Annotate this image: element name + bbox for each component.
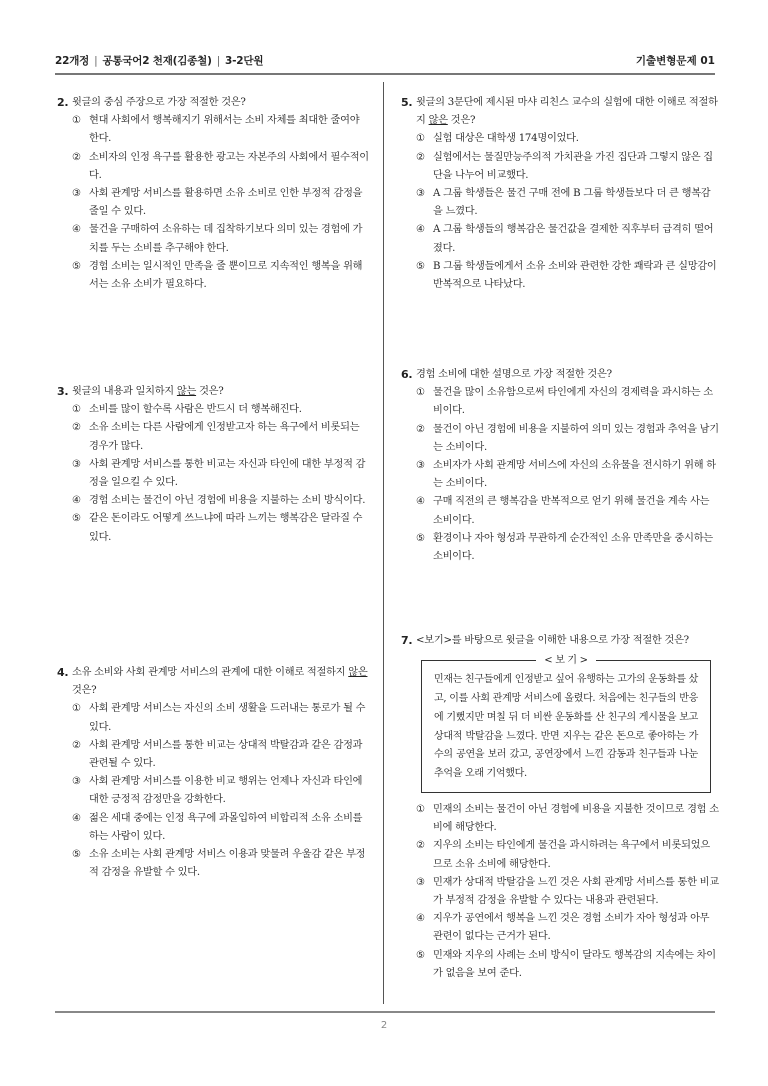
- option-list: [72, 112, 371, 294]
- option-mark: ④: [72, 812, 81, 824]
- option-mark: ②: [416, 840, 425, 852]
- header-unit: 3-2단원: [225, 55, 264, 67]
- question-4: [57, 664, 371, 882]
- header-subject: 공통국어2 천재(김종철): [102, 55, 212, 67]
- footer-rule: [55, 1011, 715, 1013]
- option-list: [72, 401, 371, 547]
- option-1[interactable]: [72, 112, 371, 148]
- option-text: 소비자의 인정 욕구를 활용한 광고는 자본주의 사회에서 필수적이다.: [89, 151, 369, 181]
- option-mark: ②: [416, 151, 425, 163]
- option-3[interactable]: [416, 185, 719, 221]
- option-text: 물건을 많이 소유함으로써 타인에게 자신의 경제력을 과시하는 소비이다.: [433, 387, 713, 417]
- option-3[interactable]: [72, 773, 371, 809]
- option-mark: ②: [72, 422, 81, 434]
- header-series: 기출변형문제 01: [635, 55, 715, 67]
- header-separator: |: [94, 55, 98, 67]
- option-text: 지우의 소비는 타인에게 물건을 과시하려는 욕구에서 비롯되었으므로 소유 소비에 해당한다.: [433, 840, 710, 870]
- option-text: 소유 소비는 사회 관계망 서비스 이용과 맞물려 우울감 같은 부정적 감정을 유발할 수 있다.: [89, 849, 366, 879]
- option-mark: ③: [72, 458, 81, 470]
- option-list: [72, 700, 371, 882]
- option-list: [416, 801, 719, 983]
- option-list: [416, 130, 719, 294]
- question-number: 3.: [57, 385, 69, 398]
- option-4[interactable]: [72, 492, 371, 510]
- option-text: 사회 관계망 서비스는 자신의 소비 생활을 드러내는 통로가 될 수 있다.: [89, 703, 366, 733]
- stem-text-part: 것은?: [72, 685, 97, 697]
- option-5[interactable]: [416, 947, 719, 983]
- option-5[interactable]: [72, 510, 371, 546]
- option-mark: ①: [416, 133, 425, 145]
- question-number: 2.: [57, 96, 69, 109]
- option-text: 젊은 세대 중에는 인정 욕구에 과몰입하여 비합리적 소유 소비를 하는 사람이 있다.: [89, 812, 363, 842]
- question-text: 경험 소비에 대한 설명으로 가장 적절한 것은?: [416, 369, 612, 380]
- option-mark: ③: [416, 460, 425, 472]
- option-text: A 그룹 학생들은 물건 구매 전에 B 그룹 학생들보다 더 큰 행복감을 느꼈다.: [433, 188, 711, 218]
- option-2[interactable]: [72, 737, 371, 773]
- question-text: [72, 383, 371, 401]
- question-number: 6.: [401, 368, 413, 381]
- option-text: 경험 소비는 물건이 아닌 경험에 비용을 지불하는 소비 방식이다.: [89, 495, 366, 507]
- option-mark: ①: [416, 387, 425, 399]
- option-text: 물건이 아닌 경험에 비용을 지불하여 의미 있는 경험과 추억을 남기는 소비이다.: [433, 423, 719, 453]
- option-text: 소유 소비는 다른 사람에게 인정받고자 하는 욕구에서 비롯되는 경우가 많다.: [89, 422, 360, 452]
- option-text: 같은 돈이라도 어떻게 쓰느냐에 따라 느끼는 행복감은 달라질 수 있다.: [89, 513, 363, 543]
- header-rule: [55, 73, 715, 75]
- option-mark: ⑤: [72, 849, 81, 861]
- stem-text-part: 윗글의 3문단에 제시된 마샤 리친스 교수의 실험에 대한 이해로 적절하지: [416, 97, 718, 127]
- option-4[interactable]: [72, 810, 371, 846]
- example-box: [421, 655, 711, 793]
- question-stem: [57, 664, 371, 700]
- question-stem: [57, 94, 371, 112]
- stem-text-part: 소유 소비와 사회 관계망 서비스의 관계에 대한 이해로 적절하지: [72, 667, 349, 678]
- option-mark: ④: [416, 913, 425, 925]
- option-mark: ③: [72, 776, 81, 788]
- stem-emphasis: 않은: [348, 667, 368, 678]
- option-text: 사회 관계망 서비스를 활용하면 소유 소비로 인한 부정적 감정을 줄일 수 있다.: [89, 188, 363, 218]
- option-mark: ①: [72, 703, 81, 715]
- option-4[interactable]: [72, 221, 371, 257]
- question-text: [416, 94, 719, 130]
- option-text: 구매 직전의 큰 행복감을 반복적으로 얻기 위해 물건을 계속 사는 소비이다.: [433, 496, 710, 526]
- option-4[interactable]: [416, 910, 719, 946]
- option-2[interactable]: [416, 837, 719, 873]
- option-1[interactable]: [416, 801, 719, 837]
- option-text: 민재의 소비는 물건이 아닌 경험에 비용을 지불한 것이므로 경험 소비에 해당한다.: [433, 803, 719, 834]
- stem-emphasis: 않는: [176, 386, 197, 397]
- option-text: A 그룹 학생들의 행복감은 물건값을 결제한 직후부터 급격히 떨어졌다.: [433, 224, 714, 254]
- option-text: 민재와 지우의 사례는 소비 방식이 달라도 행복감의 지속에는 차이가 없음을 보여 준다.: [433, 949, 716, 979]
- option-2[interactable]: [72, 419, 371, 455]
- option-mark: ⑤: [416, 532, 425, 544]
- option-text: 소비자가 사회 관계망 서비스에 자신의 소유물을 전시하기 위해 하는 소비이다.: [433, 460, 716, 490]
- option-text: 소비를 많이 할수록 사람은 반드시 더 행복해진다.: [89, 404, 302, 416]
- option-3[interactable]: [416, 457, 719, 493]
- option-mark: ①: [72, 115, 81, 127]
- option-2[interactable]: [416, 421, 719, 457]
- option-3[interactable]: [416, 874, 719, 910]
- option-mark: ④: [416, 224, 425, 236]
- option-mark: ①: [416, 803, 425, 815]
- question-stem: [57, 383, 371, 401]
- option-3[interactable]: [72, 456, 371, 492]
- option-text: 환경이나 자아 형성과 무관하게 순간적인 소유 만족만을 중시하는 소비이다.: [433, 532, 713, 563]
- option-mark: ②: [416, 423, 425, 435]
- header-info: [55, 53, 263, 68]
- option-text: 실험에서는 물질만능주의적 가치관을 가진 집단과 그렇지 않은 집단을 나누어 비교했다.: [433, 151, 713, 181]
- option-mark: ③: [416, 188, 425, 200]
- option-mark: ②: [72, 739, 81, 751]
- option-5[interactable]: [416, 258, 719, 294]
- option-text: 민재가 상대적 박탈감을 느낀 것은 사회 관계망 서비스를 통한 비교가 부정적 감정을 유발할 수 있다는 내용과 관련된다.: [433, 876, 719, 906]
- question-text: [72, 664, 371, 700]
- example-box-label: < 보 기 >: [536, 655, 596, 666]
- stem-text-part: 것은?: [196, 386, 224, 397]
- question-number: 4.: [57, 666, 69, 679]
- question-5: [401, 94, 719, 294]
- option-2[interactable]: [416, 149, 719, 185]
- option-4[interactable]: [416, 221, 719, 257]
- option-1[interactable]: [416, 130, 719, 148]
- question-stem: [401, 632, 719, 650]
- question-number: 5.: [401, 96, 413, 109]
- page-number: 2: [380, 1020, 388, 1031]
- option-mark: ⑤: [72, 260, 81, 272]
- option-mark: ⑤: [416, 949, 425, 961]
- option-mark: ④: [72, 224, 81, 236]
- option-mark: ④: [416, 496, 425, 508]
- option-list: [416, 384, 719, 566]
- option-4[interactable]: [416, 493, 719, 529]
- option-mark: ②: [72, 151, 81, 163]
- question-text: <보기>를 바탕으로 윗글을 이해한 내용으로 가장 적절한 것은?: [416, 635, 689, 646]
- question-7: [401, 632, 719, 983]
- option-text: 물건을 구매하여 소유하는 데 집착하기보다 의미 있는 경험에 가치를 두는 소비를 추구해야 한다.: [89, 224, 363, 254]
- option-5[interactable]: [416, 530, 719, 566]
- question-6: [401, 366, 719, 566]
- option-1[interactable]: [72, 401, 371, 419]
- option-text: 실험 대상은 대학생 174명이었다.: [433, 133, 579, 145]
- stem-text-part: 윗글의 내용과 일치하지: [72, 386, 177, 397]
- option-text: B 그룹 학생들에게서 소유 소비와 관련한 강한 쾌락과 큰 실망감이 반복적으로 나타났다.: [433, 260, 717, 291]
- option-mark: ⑤: [416, 260, 425, 272]
- option-5[interactable]: [72, 258, 371, 294]
- example-box-text: 민재는 친구들에게 인정받고 싶어 유행하는 고가의 운동화를 샀고, 이를 사회 관계망 서비스에 올렸다. 처음에는 친구들의 반응에 기뻤지만 며칠 뒤 더 비싼 운동화를 산 친구의 게시물을 보고 상대적 박탈감을 느꼈다. 반면 지우는 같은 돈으로 좋아하는 가수의 공연을 보러 갔고, 공연장에서 느낀 감동과 친구들과 나눈 추억을 오래 기억했다.: [434, 674, 698, 780]
- column-divider: [383, 82, 384, 1004]
- option-text: 현대 사회에서 행복해지기 위해서는 소비 자체를 최대한 줄여야 한다.: [89, 115, 360, 145]
- option-mark: ①: [72, 404, 81, 416]
- option-1[interactable]: [416, 384, 719, 420]
- question-3: [57, 383, 371, 547]
- stem-text-part: 것은?: [447, 115, 476, 127]
- question-2: [57, 94, 371, 294]
- question-stem: [401, 366, 719, 384]
- option-mark: ⑤: [72, 513, 81, 525]
- header-curriculum: 22개정: [55, 55, 90, 67]
- option-text: 사회 관계망 서비스를 통한 비교는 자신과 타인에 대한 부정적 감정을 일으킬 수 있다.: [89, 458, 366, 489]
- option-mark: ③: [72, 188, 81, 200]
- stem-emphasis: 않은: [428, 115, 448, 127]
- option-3[interactable]: [72, 185, 371, 221]
- question-text: 윗글의 중심 주장으로 가장 적절한 것은?: [72, 97, 246, 108]
- option-text: 사회 관계망 서비스를 통한 비교는 상대적 박탈감과 같은 감정과 관련될 수 있다.: [89, 739, 363, 770]
- question-number: 7.: [401, 634, 413, 647]
- option-mark: ③: [416, 876, 425, 888]
- header-separator: |: [216, 55, 221, 67]
- option-text: 지우가 공연에서 행복을 느낀 것은 경험 소비가 자아 형성과 아무 관련이 없다는 근거가 된다.: [433, 913, 710, 943]
- option-mark: ④: [72, 495, 81, 507]
- option-text: 경험 소비는 일시적인 만족을 줄 뿐이므로 지속적인 행복을 위해서는 소유 소비가 필요하다.: [89, 260, 363, 291]
- option-1[interactable]: [72, 700, 371, 736]
- option-text: 사회 관계망 서비스를 이용한 비교 행위는 언제나 자신과 타인에 대한 긍정적 감정만을 강화한다.: [89, 776, 363, 806]
- option-2[interactable]: [72, 149, 371, 185]
- example-box-title: [422, 652, 710, 671]
- option-5[interactable]: [72, 846, 371, 882]
- question-stem: [401, 94, 719, 130]
